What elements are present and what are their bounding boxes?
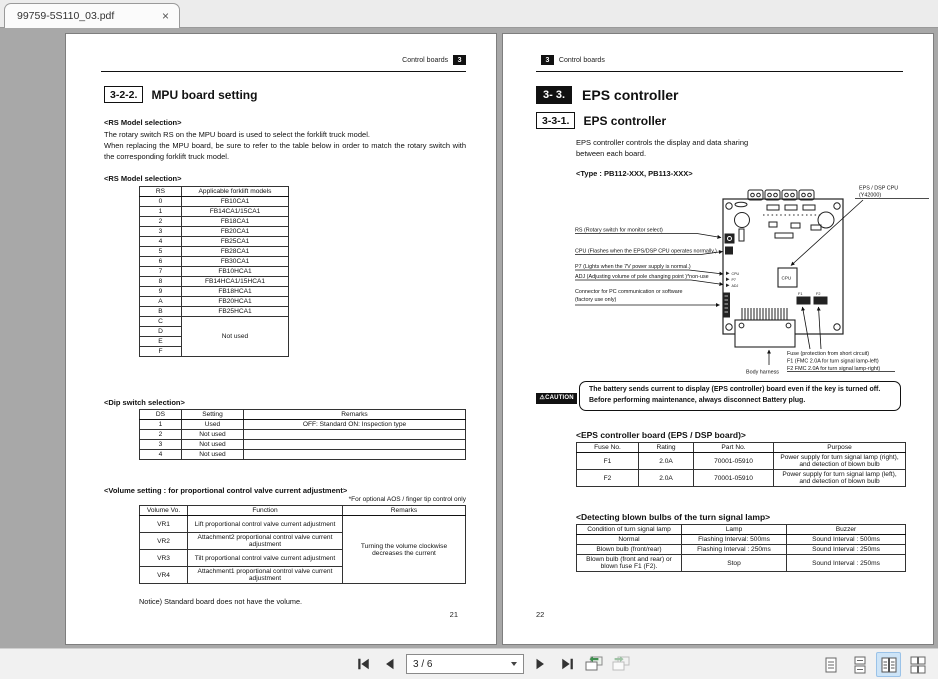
next-page-icon: [533, 657, 547, 671]
last-page-icon: [560, 657, 575, 671]
svg-text:F1 (FMC 2.0A for turn signal l: F1 (FMC 2.0A for turn signal lamp-left): [787, 358, 879, 365]
page-display: 3 / 6: [413, 658, 433, 670]
row: 1 Used OFF: Standard ON: Inspection type: [140, 420, 466, 430]
cpu-led-callout: CPU (Flashes when the EPS/DSP CPU operates normally.): [575, 248, 717, 255]
rs-table-heading: <RS Model selection>: [104, 174, 182, 183]
intro-line-2: When replacing the MPU board, be sure to refer to the table below in order to match the rotary switch with the corresponding forklift truck model.: [104, 140, 466, 161]
fuse-callout: Fuse (protection from short circuit): [787, 351, 870, 357]
page-left: [65, 33, 497, 645]
continuous-page-icon: [851, 656, 869, 674]
row: Volume Vo. Function Remarks: [140, 506, 466, 516]
row: VR3 Tilt proportional control valve current adjustment: [140, 550, 466, 567]
tab-bar: [0, 0, 938, 28]
row: E: [140, 337, 289, 347]
subsection-heading: [536, 112, 666, 129]
type-heading: <Type : PB112-XXX, PB113-XXX>: [576, 169, 693, 178]
section-heading: [104, 86, 257, 103]
board-shapes: [723, 190, 843, 347]
page-navigation: [352, 653, 632, 675]
caution-line-1: The battery sends current to display (EPS controller) board even if the key is turned off.: [589, 386, 881, 393]
row: Normal Flashing Interval: 500ms Sound Interval : 500ms: [577, 535, 906, 545]
continuous-view-button[interactable]: [847, 652, 872, 677]
page-number: 21: [449, 610, 458, 619]
section-number-box: 3-2-2.: [104, 86, 143, 103]
row: 8 FB14HCA1/15HCA1: [140, 277, 289, 287]
subsection-title: EPS controller: [583, 113, 667, 128]
row: 5 FB28CA1: [140, 247, 289, 257]
page-header-right: [541, 55, 605, 65]
detect-heading: <Detecting blown bulbs of the turn signal lamp>: [576, 512, 771, 522]
header-rule: [536, 71, 903, 72]
led-adj-label: ADJ: [731, 284, 739, 289]
row: VR2 Attachment2 proportional control valve current adjustment: [140, 533, 466, 550]
row: Blown bulb (front/rear) Flashing Interval : 250ms Sound Interval : 250ms: [577, 545, 906, 555]
previous-page-button[interactable]: [379, 653, 401, 675]
row: 7 FB10HCA1: [140, 267, 289, 277]
section-heading: [536, 86, 678, 104]
caution-box: [579, 381, 901, 411]
facing-pages-view-button[interactable]: [876, 652, 901, 677]
row: RS Applicable forklift models: [140, 187, 289, 197]
chapter-badge: 3: [541, 55, 554, 65]
chapter-badge: 3: [453, 55, 466, 65]
led-cpu-label: CPU: [731, 272, 740, 277]
row: A FB20HCA1: [140, 297, 289, 307]
last-page-button[interactable]: [556, 653, 578, 675]
adj-callout: ADJ (Adjusting volume of pole changing point )*non-use: [575, 274, 709, 280]
page-number-dropdown[interactable]: [406, 654, 524, 674]
row: DS Setting Remarks: [140, 410, 466, 420]
row: F1 2.0A 70001-05910 Power supply for turn signal lamp (right), and detection of blown bulb: [577, 453, 906, 470]
next-page-button[interactable]: [529, 653, 551, 675]
volume-remarks-cell: Turning the volume clockwise decreases the current: [343, 516, 466, 584]
subsection-number-box: 3-3-1.: [536, 112, 575, 129]
row: 6 FB30CA1: [140, 257, 289, 267]
section-title: MPU board setting: [151, 87, 258, 102]
first-page-button[interactable]: [352, 653, 374, 675]
page-layout-modes: [818, 652, 930, 677]
row: 4 Not used: [140, 450, 466, 460]
warning-icon: ⚠: [539, 395, 546, 401]
not-used-cell: Not used: [182, 317, 289, 357]
first-page-icon: [356, 657, 371, 671]
header-rule: [101, 71, 466, 72]
row: VR4 Attachment1 proportional control valve current adjustment: [140, 567, 466, 584]
row: 0 FB10CA1: [140, 197, 289, 207]
rs-model-table: [139, 186, 289, 357]
document-tab[interactable]: [4, 3, 180, 28]
continuous-facing-icon: [909, 656, 927, 674]
svg-text:(Y42000): (Y42000): [859, 192, 882, 199]
svg-text:F2 FMC 2.0A for turn signal la: F2 FMC 2.0A for turn signal lamp-right): [787, 366, 881, 372]
caution-row: [536, 386, 577, 404]
fuse-heading: <EPS controller board (EPS / DSP board)>: [576, 430, 746, 440]
previous-page-icon: [383, 657, 397, 671]
bottom-toolbar: [0, 648, 938, 679]
row: 3 FB20CA1: [140, 227, 289, 237]
page-number: 22: [536, 610, 545, 619]
row: 9 FB18HCA1: [140, 287, 289, 297]
continuous-facing-view-button[interactable]: [905, 652, 930, 677]
dip-heading: <Dip switch selection>: [104, 398, 185, 407]
previous-view-button[interactable]: [583, 653, 605, 675]
next-view-button[interactable]: [610, 653, 632, 675]
section-title: EPS controller: [582, 87, 679, 104]
intro-line-2: between each board.: [576, 148, 647, 158]
caution-line-2: Before performing maintenance, always disconnect Battery plug.: [589, 396, 806, 404]
row: F2 2.0A 70001-05910 Power supply for turn signal lamp (left), and detection of blown bulb: [577, 470, 906, 487]
tab-title: 99759-5S110_03.pdf: [17, 10, 115, 22]
dip-switch-table: [139, 409, 466, 460]
rs-callout: RS (Rotary switch for monitor select): [575, 227, 663, 234]
led-p7-label: P7: [731, 278, 736, 283]
rs-selection-heading: <RS Model selection>: [104, 118, 182, 127]
row: C Not used: [140, 317, 289, 327]
eps-board-diagram: [529, 181, 931, 377]
row: F: [140, 347, 289, 357]
row: 3 Not used: [140, 440, 466, 450]
row: 1 FB14CA1/15CA1: [140, 207, 289, 217]
document-area[interactable]: [0, 28, 938, 648]
row: 2 Not used: [140, 430, 466, 440]
page-header-left: [402, 55, 466, 65]
row: D: [140, 327, 289, 337]
single-page-icon: [822, 656, 840, 674]
intro-paragraph: [104, 130, 466, 163]
cpu-chip-label: CPU: [781, 275, 792, 281]
caret-down-icon: [511, 662, 517, 666]
section-number-box: 3- 3.: [536, 86, 572, 104]
row: 4 FB25CA1: [140, 237, 289, 247]
row: B FB25HCA1: [140, 307, 289, 317]
intro-line-1: The rotary switch RS on the MPU board is used to select the forklift truck model.: [104, 130, 370, 139]
row: VR1 Lift proportional control valve current adjustment Turning the volume clockwise decreases the current: [140, 516, 466, 533]
facing-pages-icon: [880, 656, 898, 674]
caution-badge: ⚠CAUTION: [536, 393, 577, 404]
row: Condition of turn signal lamp Lamp Buzzer: [577, 525, 906, 535]
header-label: Control boards: [402, 56, 449, 64]
detect-table: [576, 524, 906, 572]
f1-tag: F1: [798, 292, 803, 296]
volume-table: [139, 505, 466, 584]
close-icon[interactable]: ×: [161, 9, 169, 23]
f2-tag: F2: [816, 292, 821, 296]
next-view-icon: [611, 655, 631, 673]
previous-view-icon: [584, 655, 604, 673]
row: 2 FB18CA1: [140, 217, 289, 227]
volume-heading: <Volume setting : for proportional control valve current adjustment>: [104, 486, 348, 495]
p7-callout: P7 (Lights when the 7V power supply is normal.): [575, 264, 691, 270]
notice-text: Notice) Standard board does not have the volume.: [139, 597, 303, 606]
fuse-table: [576, 442, 906, 487]
body-harness-label: Body harness: [746, 369, 779, 376]
page-right: [502, 33, 934, 645]
pc-callout: Connector for PC communication or software: [575, 289, 683, 295]
header-label: Control boards: [558, 56, 605, 64]
intro-line-1: EPS controller controls the display and data sharing: [576, 138, 749, 147]
volume-note: *For optional AOS / finger tip control only: [348, 496, 466, 503]
cpu-callout: EPS / DSP CPU: [859, 185, 899, 192]
row: Blown bulb (front and rear) or blown fuse F1 (F2). Stop Sound Interval : 250ms: [577, 555, 906, 572]
single-page-view-button[interactable]: [818, 652, 843, 677]
row: Fuse No. Rating Part No. Purpose: [577, 443, 906, 453]
intro-paragraph: [576, 138, 876, 160]
svg-text:(factory use only): (factory use only): [575, 297, 617, 303]
